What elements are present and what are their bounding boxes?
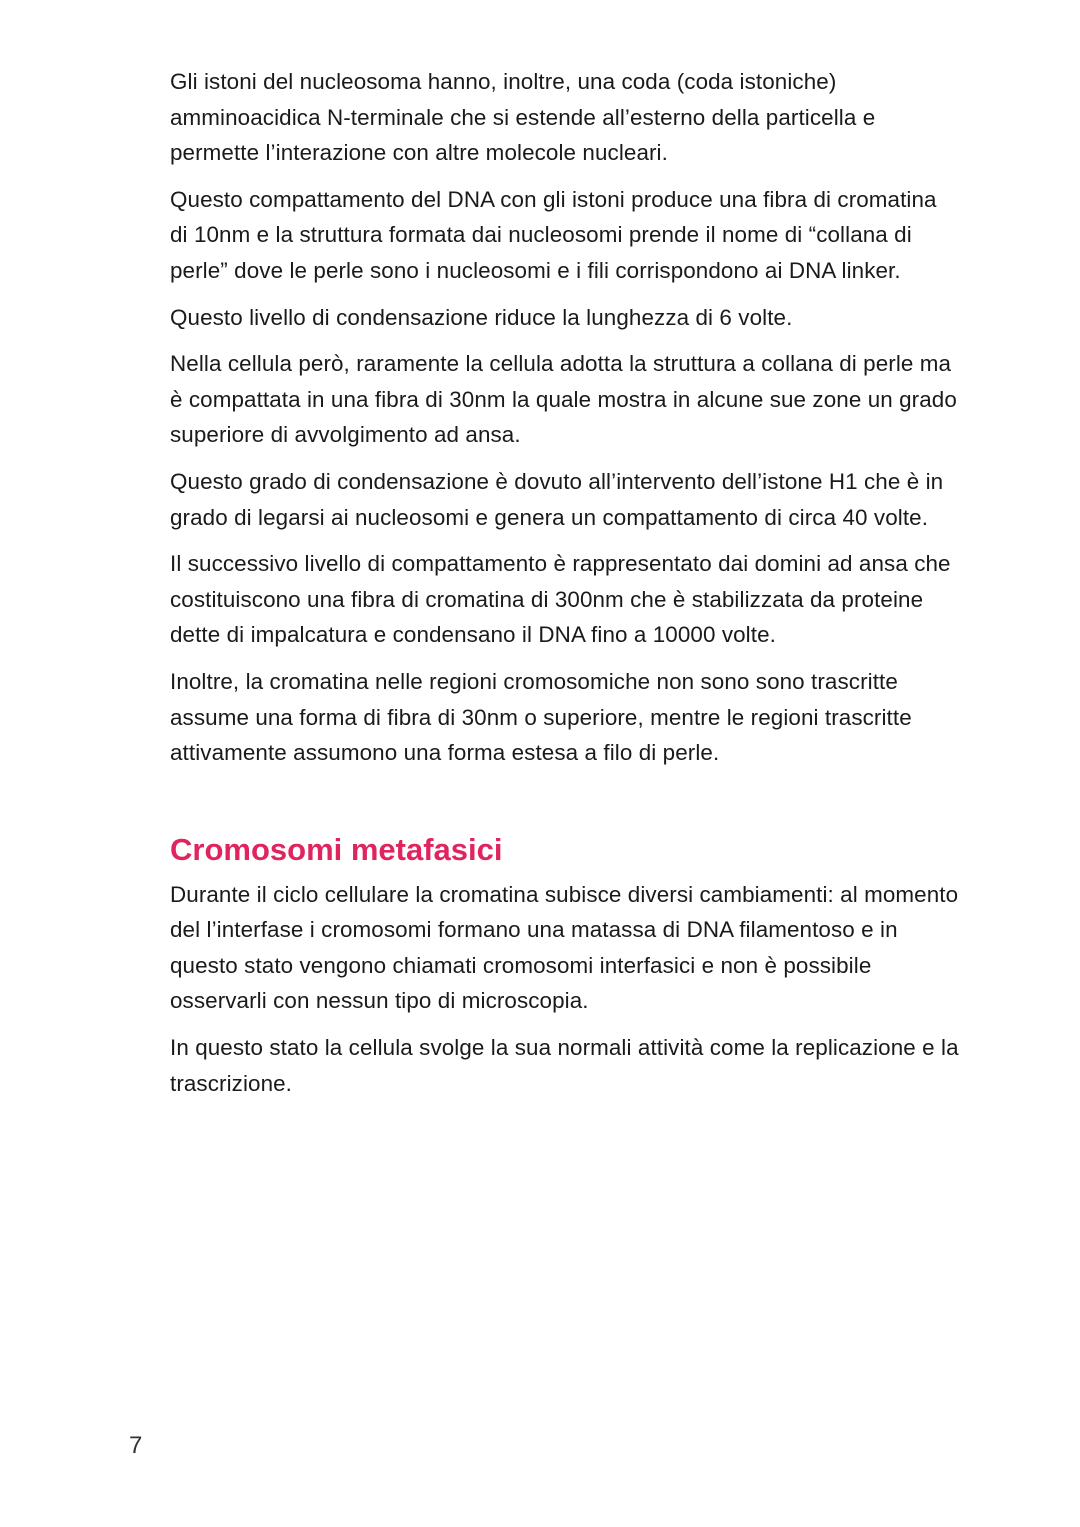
page-number: 7 — [129, 1432, 143, 1459]
paragraph-istoni-coda: Gli istoni del nucleosoma hanno, inoltre, una coda (coda istoniche) amminoacidica N-terminale che si estende all’esterno della particella e permette l’interazione con altre molecole nucleari. — [170, 69, 876, 166]
page-content — [170, 64, 960, 1112]
paragraph-attivita-cellula: In questo stato la cellula svolge la sua normali attività come la replicazione e la trascrizione. — [170, 1035, 959, 1096]
paragraph-regioni-trascritte: Inoltre, la cromatina nelle regioni cromosomiche non sono sono trascritte assume una forma di fibra di 30nm o superiore, mentre le regioni trascritte attivamente assumono una forma estesa a filo di perle. — [170, 668, 912, 766]
paragraph-fibra-30nm: Nella cellula però, raramente la cellula adotta la struttura a collana di perle ma è compattata in una fibra di 30nm la quale mostra in alcune sue zone un grado superiore di avvolgimento ad ansa. — [170, 351, 957, 448]
paragraph-istone-h1: Questo grado di condensazione è dovuto all’intervento dell’istone H1 che è in grado di legarsi ai nucleosomi e genera un compattamento di circa 40 volte. — [170, 468, 944, 530]
paragraph-livello-condensazione: Questo livello di condensazione riduce la lunghezza di 6 volte. — [170, 304, 793, 330]
paragraph-domini-ad-ansa: Il successivo livello di compattamento è rappresentato dai domini ad ansa che costituiscono una fibra di cromatina di 300nm che è stabilizzata da proteine dette di impalcatura e condensano il DNA fino a 10000 volte. — [170, 551, 951, 648]
section-heading: Cromosomi metafasici — [170, 831, 503, 867]
paragraph-collana-di-perle: Questo compattamento del DNA con gli istoni produce una fibra di cromatina di 10nm e la struttura formata dai nucleosomi prende il nome di “collana di perle” dove le perle sono i nucleosomi e i fili corrispondono ai DNA linker. — [170, 186, 937, 283]
paragraph-ciclo-cellulare: Durante il ciclo cellulare la cromatina subisce diversi cambiamenti: al momento del l’interfase i cromosomi formano una matassa di DNA filamentoso e in questo stato vengono chiamati cromosomi interfasici e non è possibile osservarli con nessun tipo di microscopia. — [170, 881, 959, 1014]
